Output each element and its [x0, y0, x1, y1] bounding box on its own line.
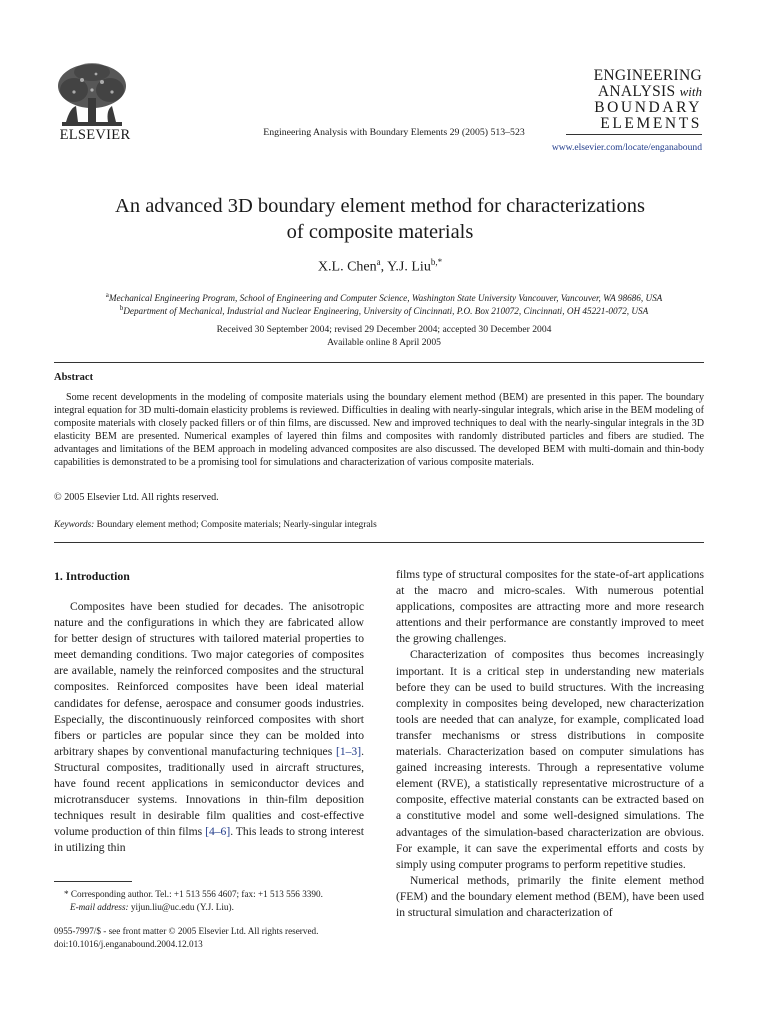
citation-link-1-3[interactable]: [1–3]: [335, 744, 362, 758]
brand-with: with: [679, 84, 702, 99]
brand-line-1: ENGINEERING: [593, 67, 702, 84]
title-line-2: of composite materials: [286, 221, 474, 243]
right-paragraph-1: films type of structural composites for the state-of-art applications at the macro and micro-scales. With numerous potential applications, composites are attracting more and more research attentions and their performance are constantly improved to meet the growing challenges.: [396, 568, 704, 646]
elsevier-tree-logo: [52, 62, 132, 130]
email-label: E-mail address:: [70, 902, 129, 912]
brand-line-3: BOUNDARY: [594, 99, 702, 116]
received-dates: Received 30 September 2004; revised 29 December 2004; accepted 30 December 2004: [216, 324, 552, 335]
abstract-copyright: © 2005 Elsevier Ltd. All rights reserved.: [54, 492, 219, 503]
brand-analysis: ANALYSIS: [597, 83, 676, 100]
left-column-text: [54, 599, 364, 857]
available-online-date: Available online 8 April 2005: [327, 337, 441, 348]
brand-divider: [566, 134, 702, 135]
author-1-affil: a: [376, 257, 381, 267]
keywords-list: Boundary element method; Composite materials; Nearly-singular integrals: [94, 520, 377, 530]
intro-text-part-1: Composites have been studied for decades. The anisotropic nature and the configurations in which they are fabricated allow for better design of structures with tailored material properties to meet demanding conditions. Two major categories of composites are available, namely the reinforced composites and the structural composites. Reinforced composites have been ideal material candidates for defense, aerospace and consumer goods industries. Especially, the discontinuously reinforced composites with short fibers or particles are popular since they can be molded into arbitrary shapes by conventional manufacturing techniques: [54, 600, 364, 758]
author-1: X.L. Chen: [317, 259, 377, 275]
intro-text-part-2: . Structural composites, traditionally used in aircraft structures, have found recent applications in semiconductor devices and microtransducer systems. Innovations in thin-film deposition techniques result in desirable film qualities and cost-effective volume production of thin films: [54, 744, 364, 839]
doi-note: doi:10.1016/j.enganabound.2004.12.013: [54, 939, 203, 949]
abstract-text: Some recent developments in the modeling of composite materials using the boundary element method (BEM) are presented in this paper. The boundary integral equation for 3D multi-domain elasticity problems is reviewed. Difficulties in dealing with nearly-singular integrals, which arise in the BEM modeling of composite materials with closely packed fillers or of thin films, are discussed. New and improved techniques to deal with the nearly-singular integrals in the 3D elasticity BEM are presented. Numerical examples of layered thin films and composites with randomly distributed particles and fibers are studied. The advantages and limitations of the BEM approach in modeling advanced composites are also discussed. The developed BEM with multi-domain and thin-body capabilities is demonstrated to be a promising tool for simulations and characterization of various composite materials.: [54, 392, 704, 469]
abstract-top-rule: [54, 362, 704, 363]
publisher-name: ELSEVIER: [59, 127, 131, 143]
author-separator: ,: [380, 259, 388, 275]
title-line-1: An advanced 3D boundary element method for characterizations: [115, 195, 645, 217]
author-2-affil: b,*: [430, 257, 443, 267]
right-paragraph-2: Characterization of composites thus becomes increasingly important. It is a critical step in understanding new materials before they can be used to build structures. With the increasing complexity in composites being developed, new characterization tools are needed that can analyze, for example, complicated load transfer mechanisms or stress distributions in composite materials. Characterization based on computer simulations has gained increasing interests. Through a representative volume element (RVE), a statistically representative microstructure of a composite, effective material constants can be extracted based on a constitutive model and some well-designed simulations. The advantages of the simulation-based characterization are obvious. For example, it can save the experimental efforts and costs by simply using computer programs to perform repetitive studies.: [396, 648, 704, 871]
right-paragraph-3: Numerical methods, primarily the finite element method (FEM) and the boundary element method (BEM), have been used in structural simulation and characterization of: [396, 873, 704, 919]
affil-a-mark: a: [105, 291, 109, 299]
email-address: yijun.liu@uc.edu (Y.J. Liu).: [128, 902, 234, 912]
corresponding-author-note: * Corresponding author. Tel.: +1 513 556 4607; fax: +1 513 556 3390.: [64, 889, 323, 899]
keywords-label: Keywords:: [54, 520, 95, 530]
email-note: [54, 902, 390, 912]
affil-b-text: Department of Mechanical, Industrial and Nuclear Engineering, University of Cincinnati, P.O. Box 210072, Cincinnati, OH 45221-0072, USA: [123, 306, 649, 317]
author-2: Y.J. Liu: [387, 259, 431, 275]
affil-b-mark: b: [119, 304, 124, 312]
brand-line-2: [566, 84, 702, 100]
keywords: [54, 520, 377, 530]
affiliation-b: [40, 304, 728, 316]
citation-link-4-6[interactable]: [4–6]: [205, 825, 231, 839]
article-title: [60, 193, 700, 245]
abstract-bottom-rule: [54, 542, 704, 543]
journal-brand: [566, 68, 702, 132]
abstract-heading: Abstract: [54, 372, 94, 383]
affiliation-a: [40, 291, 728, 303]
right-column-text: [396, 567, 704, 921]
journal-reference: Engineering Analysis with Boundary Elements 29 (2005) 513–523: [263, 127, 525, 138]
issn-note: 0955-7997/$ - see front matter © 2005 Elsevier Ltd. All rights reserved.: [54, 926, 319, 936]
journal-url-link[interactable]: www.elsevier.com/locate/enganabound: [551, 142, 702, 153]
footnote-rule: [54, 881, 132, 882]
author-list: [60, 257, 700, 276]
intro-text-part-3: . This leads to strong interest in utilizing thin: [54, 825, 364, 855]
brand-line-4: ELEMENTS: [600, 115, 702, 132]
section-heading-introduction: 1. Introduction: [54, 569, 130, 583]
affil-a-text: Mechanical Engineering Program, School of Engineering and Computer Science, Washington State University Vancouver, Vancouver, WA 98686, USA: [108, 293, 663, 304]
